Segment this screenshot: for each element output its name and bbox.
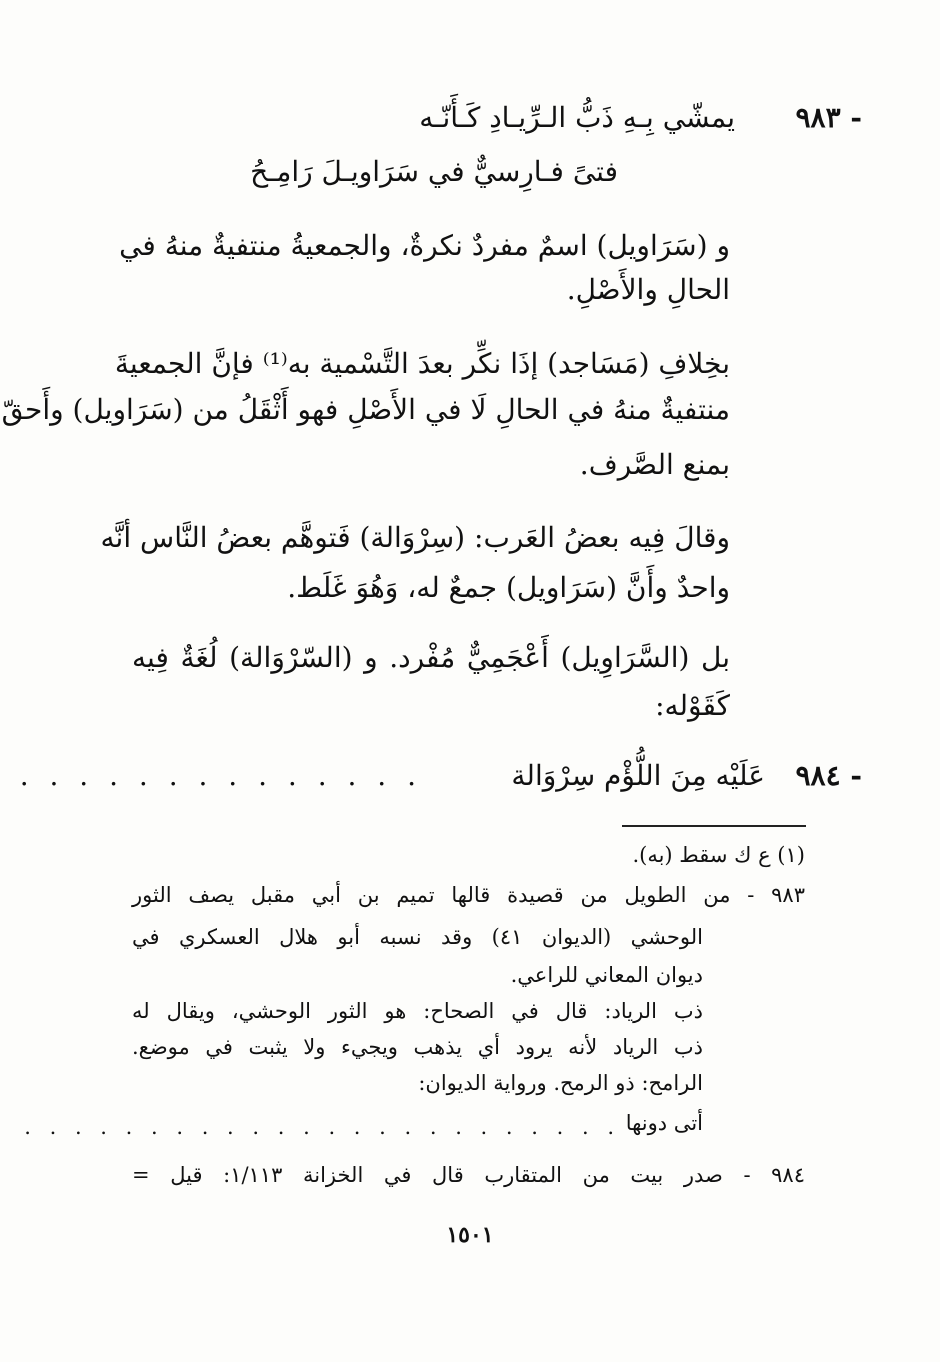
paragraph-line: الحالِ والأَصْلِ.: [566, 273, 730, 306]
footnote-line: ذب الرياد: قال في الصحاح: هو الثور الوحشي، ويقال له: [132, 999, 703, 1023]
footnote-line: الوحشي (الديوان ٤١) وقد نسبه أبو هلال العسكري في: [132, 925, 703, 949]
verse-line: فتىً فـارِسيٌّ في سَرَاويـلَ رَامِـحُ: [250, 155, 618, 188]
footnote-line: ديوان المعاني للراعي.: [510, 963, 703, 987]
footnote-line: الرامح: ذو الرمح. ورواية الديوان:: [418, 1071, 703, 1095]
footnote-ellipsis: . . . . . . . . . . . . . . . . . . . . . . . .: [24, 1115, 620, 1139]
paragraph-line: وقالَ فِيه بعضُ العَرب: (سِرْوَالة) فَتوهَّم بعضُ النَّاس أنَّه: [100, 521, 730, 554]
verse-number: ٩٨٤ -: [795, 759, 862, 792]
verse-line: عَلَيْه مِنَ اللُّؤْم سِرْوَالة: [511, 759, 765, 792]
verse-line: يمشّي بِـهِ ذَبُّ الـرِّيـادِ كَـأَنّـه: [419, 101, 735, 134]
footnote-line: أتى دونها: [625, 1111, 703, 1135]
verse-ellipsis: . . . . . . . . . . . . . .: [19, 759, 422, 792]
paragraph-line: واحدٌ وأَنَّ (سَرَاويل) جمعٌ له، وَهُوَ غَلَط.: [287, 571, 730, 604]
paragraph-line: بل (السَّرَاوِيل) أَعْجَمِيٌّ مُفْرد. و (السّرْوَالة) لُغَةٌ فِيه: [132, 641, 730, 674]
paragraph-line: منتفيةٌ منهُ في الحالِ لَا في الأَصْلِ فهو أَثْقَلُ من (سَرَاويل) وأَحقّ: [1, 393, 730, 426]
paragraph-line: و (سَرَاويل) اسمٌ مفردٌ نكرةٌ، والجمعيةُ منتفيةٌ منهُ في: [119, 229, 730, 262]
footnote-line: (١) ع ك سقط (به).: [632, 843, 805, 867]
page-number: ١٥٠١: [446, 1222, 494, 1248]
verse-number: ٩٨٣ -: [795, 101, 862, 134]
paragraph-line: كَقَوْله:: [655, 689, 730, 722]
footnote-line: ٩٨٣ - من الطويل من قصيدة قالها تميم بن أبي مقبل يصف الثور: [132, 883, 805, 907]
footnote-line: ذب الرياد لأنه يرود أي يذهب ويجيء ولا يثبت في موضع.: [132, 1035, 703, 1059]
paragraph-line: بمنع الصَّرف.: [579, 448, 730, 481]
footnote-separator: [622, 825, 806, 827]
footnote-line: ٩٨٤ - صدر بيت من المتقارب قال في الخزانة ١/١١٣: قيل =: [132, 1163, 805, 1187]
paragraph-line: بخِلافِ (مَسَاجد) إذَا نكِّر بعدَ التَّسْمية به⁽¹⁾ فإنَّ الجمعيةَ: [114, 347, 730, 380]
